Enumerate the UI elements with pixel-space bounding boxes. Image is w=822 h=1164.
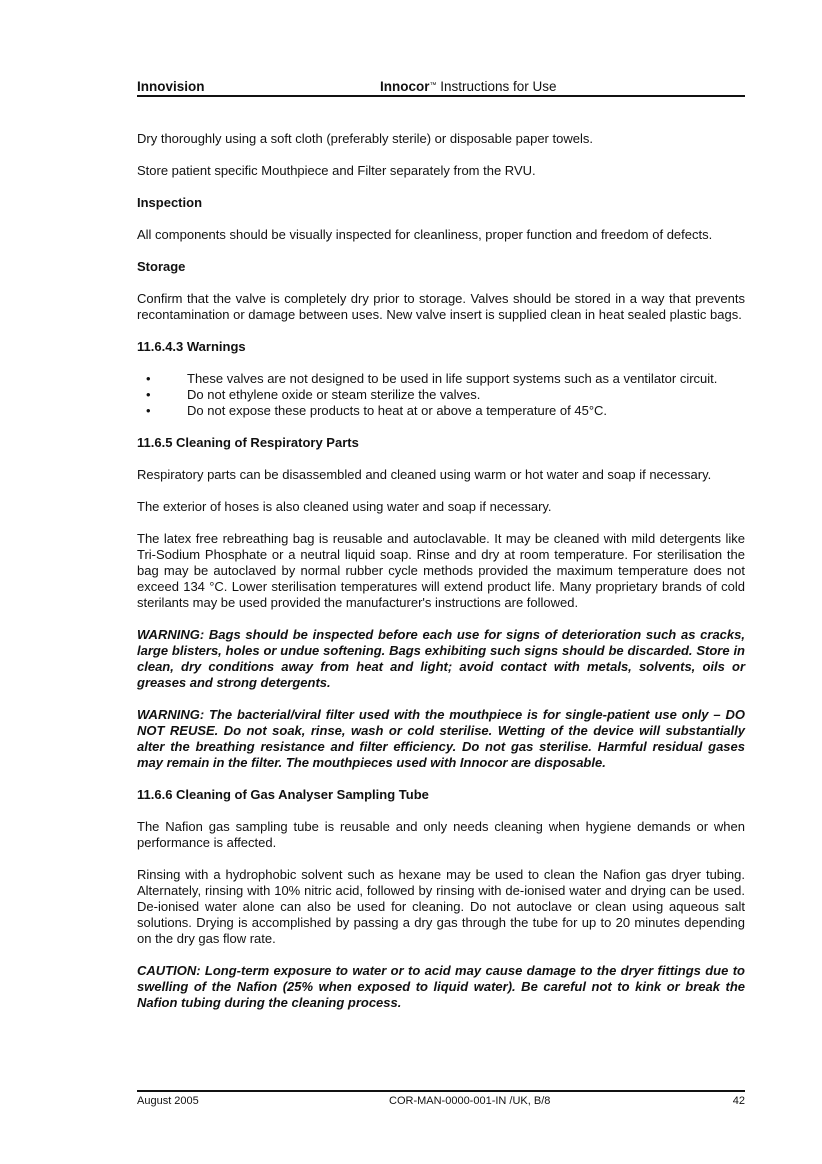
paragraph-inspection: All components should be visually inspected for cleanliness, proper function and freedom of defects. bbox=[137, 227, 713, 242]
paragraph-dry: Dry thoroughly using a soft cloth (preferably sterile) or disposable paper towels. bbox=[137, 131, 593, 146]
bullet-icon: • bbox=[146, 371, 151, 386]
heading-gas-sampling-tube: 11.6.6 Cleaning of Gas Analyser Sampling Tube bbox=[137, 787, 429, 802]
trademark-symbol: ™ bbox=[429, 82, 437, 89]
list-item bbox=[137, 403, 745, 419]
list-item-text: Do not ethylene oxide or steam sterilize the valves. bbox=[187, 387, 481, 402]
header-organization: Innovision bbox=[137, 79, 205, 94]
list-item-text: Do not expose these products to heat at or above a temperature of 45°C. bbox=[187, 403, 608, 418]
footer-page-number: 42 bbox=[732, 1095, 745, 1107]
bullet-icon: • bbox=[146, 403, 151, 418]
list-item-text: These valves are not designed to be used in life support systems such as a ventilator circuit. bbox=[187, 371, 718, 386]
warning-bags: WARNING: Bags should be inspected before each use for signs of deterioration such as cracks, large blisters, holes or undue softening. Bags exhibiting such signs should be discarded. Store in clean, dry conditions away from heat and light; avoid contact with metals, solvents, oils or greases and strong detergents. bbox=[137, 627, 745, 690]
header-product: Innocor bbox=[380, 79, 430, 94]
footer-document-id: COR-MAN-0000-001-IN /UK, B/8 bbox=[389, 1095, 551, 1107]
page-footer bbox=[137, 1090, 745, 1107]
caution-nafion: CAUTION: Long-term exposure to water or to acid may cause damage to the dryer fittings due to swelling of the Nafion (25% when exposed to liquid water). Be careful not to kink or break the Nafion tubing during the cleaning process. bbox=[137, 963, 745, 1010]
heading-inspection: Inspection bbox=[137, 195, 203, 210]
bullet-icon: • bbox=[146, 387, 151, 402]
heading-warnings: 11.6.4.3 Warnings bbox=[137, 339, 246, 354]
warning-filter: WARNING: The bacterial/viral filter used with the mouthpiece is for single-patient use only – DO NOT REUSE. Do not soak, rinse, wash or cold sterilise. Wetting of the device will substantially alter the breathing resistance and filter efficiency. Do not gas sterilise. Harmful residual gases may remain in the filter. The mouthpieces used with Innocor are disposable. bbox=[137, 707, 745, 770]
footer-date: August 2005 bbox=[137, 1095, 199, 1107]
paragraph-gas-1: The Nafion gas sampling tube is reusable and only needs cleaning when hygiene demands or when performance is affected. bbox=[137, 819, 745, 850]
paragraph-storage: Confirm that the valve is completely dry prior to storage. Valves should be stored in a way that prevents recontamination or damage between uses. New valve insert is supplied clean in heat sealed plastic bags. bbox=[137, 291, 745, 322]
paragraph-respiratory-3: The latex free rebreathing bag is reusable and autoclavable. It may be cleaned with mild detergents like Tri-Sodium Phosphate or a neutral liquid soap. Rinse and dry at room temperature. For sterilisation the bag may be autoclaved by normal rubber cycle methods provided the maximum temperature does not exceed 134 °C. Lower sterilisation temperatures will extend product life. Many proprietary brands of cold sterilants may be used provided the manufacturer's instructions are followed. bbox=[137, 531, 745, 610]
paragraph-store: Store patient specific Mouthpiece and Filter separately from the RVU. bbox=[137, 163, 536, 178]
heading-respiratory-parts: 11.6.5 Cleaning of Respiratory Parts bbox=[137, 435, 359, 450]
list-item bbox=[137, 371, 745, 387]
page-header bbox=[137, 78, 745, 97]
page-content bbox=[137, 131, 745, 1027]
paragraph-respiratory-2: The exterior of hoses is also cleaned using water and soap if necessary. bbox=[137, 499, 552, 514]
header-title-suffix: Instructions for Use bbox=[436, 79, 557, 94]
heading-storage: Storage bbox=[137, 259, 186, 274]
paragraph-gas-2: Rinsing with a hydrophobic solvent such as hexane may be used to clean the Nafion gas dryer tubing. Alternately, rinsing with 10% nitric acid, followed by rinsing with de-ionised water and drying can be used. De-ionised water alone can also be used for cleaning. Do not autoclave or clean using aqueous salt solutions. Drying is accomplished by passing a dry gas through the tube for up to 20 minutes depending on the dry gas flow rate. bbox=[137, 867, 745, 946]
header-title bbox=[380, 78, 557, 95]
document-page bbox=[137, 0, 745, 1164]
list-item bbox=[137, 387, 745, 403]
paragraph-respiratory-1: Respiratory parts can be disassembled and cleaned using warm or hot water and soap if necessary. bbox=[137, 467, 712, 482]
warnings-list bbox=[137, 371, 745, 419]
